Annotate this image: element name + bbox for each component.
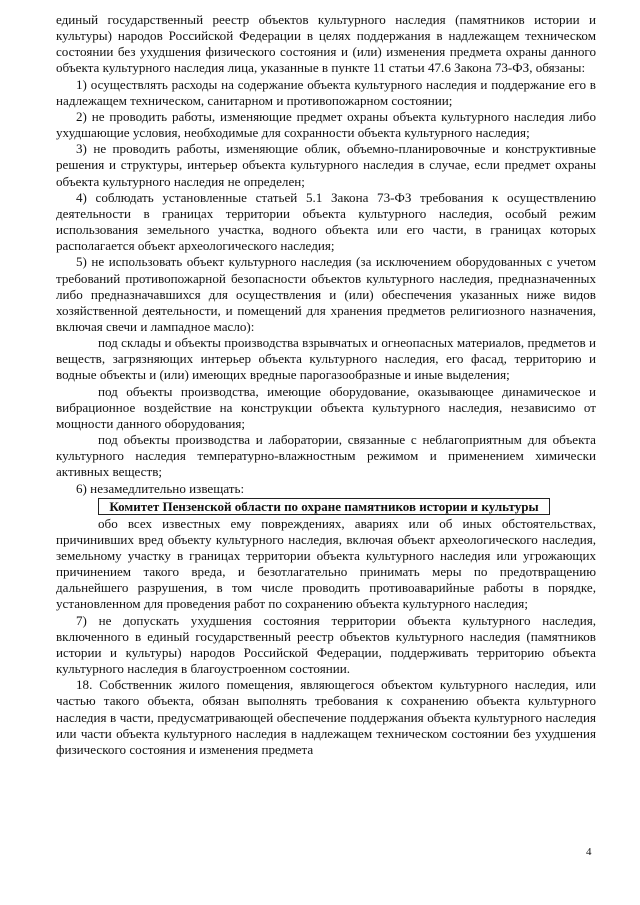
paragraph-intro: единый государственный реестр объектов культурного наследия (памятников истории и культуры) народов Российской Федерации в целях поддержания в надлежащем техническом состоянии без ухудшения физического состояния и (или) изменения предмета охраны данного объекта культурного наследия лица, указанные в пункте 11 статьи 47.6 Закона 73-ФЗ, обязаны: bbox=[56, 12, 596, 76]
page-number: 4 bbox=[586, 846, 592, 858]
paragraph-subitem-warehouses: под склады и объекты производства взрывчатых и огнеопасных материалов, предметов и веществ, загрязняющих интерьер объекта культурного наследия, его фасад, территорию и водные объекты и (или) имеющих вредные парогазообразные и иные выделения; bbox=[56, 335, 596, 383]
paragraph-item-4: 4) соблюдать установленные статьей 5.1 Закона 73-ФЗ требования к осуществлению деятельности в границах территории объекта культурного наследия, особый режим использования земельного участка, водного объекта или его части, в границах которых располагается объект археологического наследия; bbox=[56, 189, 596, 254]
paragraph-section-18: 18. Собственник жилого помещения, являющегося объектом культурного наследия, или частью такого объекта, обязан выполнять требования к сохранению объекта культурного наследия в части, предусматривающей обеспечение поддержания объекта культурного наследия или части объекта культурного наследия в надлежащем техническом состоянии без ухудшения физического состояния и изменения предмета bbox=[56, 677, 596, 757]
document-page bbox=[56, 12, 596, 758]
paragraph-subitem-laboratories: под объекты производства и лаборатории, связанные с неблагоприятным для объекта культурного наследия температурно-влажностным режимом и применением химически активных веществ; bbox=[56, 432, 596, 480]
paragraph-notify-details: обо всех известных ему повреждениях, авариях или об иных обстоятельствах, причинивших вред объекту культурного наследия, включая объект археологического наследия, земельному участку в границах территории объекта культурного наследия или угрожающих причинением такого вреда, и безотлагательно принимать меры по предотвращению дальнейшего разрушения, в том числе проводить противоаварийные работы в порядке, установленном для проведения работ по сохранению объекта культурного наследия; bbox=[56, 515, 596, 612]
boxed-heading: Комитет Пензенской области по охране памятников истории и культуры bbox=[98, 498, 550, 515]
paragraph-item-5: 5) не использовать объект культурного наследия (за исключением оборудованных с учетом требований противопожарной безопасности объектов культурного наследия, предназначенных либо предназначавшихся для осуществления и (или) обеспечения указанных ниже видов хозяйственной деятельности, и помещений для хранения предметов религиозного назначения, включая свечи и лампадное масло): bbox=[56, 254, 596, 334]
paragraph-subitem-equipment: под объекты производства, имеющие оборудование, оказывающее динамическое и вибрационное воздействие на конструкции объекта культурного наследия, независимо от мощности данного оборудования; bbox=[56, 383, 596, 431]
paragraph-item-1: 1) осуществлять расходы на содержание объекта культурного наследия и поддержание его в надлежащем техническом, санитарном и противопожарном состоянии; bbox=[56, 76, 596, 108]
paragraph-item-6: 6) незамедлительно извещать: bbox=[76, 480, 245, 496]
paragraph-item-3: 3) не проводить работы, изменяющие облик, объемно-планировочные и конструктивные решения и структуры, интерьер объекта культурного наследия в случае, если предмет охраны объекта культурного наследия не определен; bbox=[56, 141, 596, 189]
paragraph-item-2: 2) не проводить работы, изменяющие предмет охраны объекта культурного наследия либо ухудшающие условия, необходимые для сохранности объекта культурного наследия; bbox=[56, 108, 596, 141]
paragraph-item-7: 7) не допускать ухудшения состояния территории объекта культурного наследия, включенного в единый государственный реестр объектов культурного наследия (памятников истории и культуры) народов Российской Федерации, поддерживать территорию объекта культурного наследия в благоустроенном состоянии. bbox=[56, 612, 596, 677]
